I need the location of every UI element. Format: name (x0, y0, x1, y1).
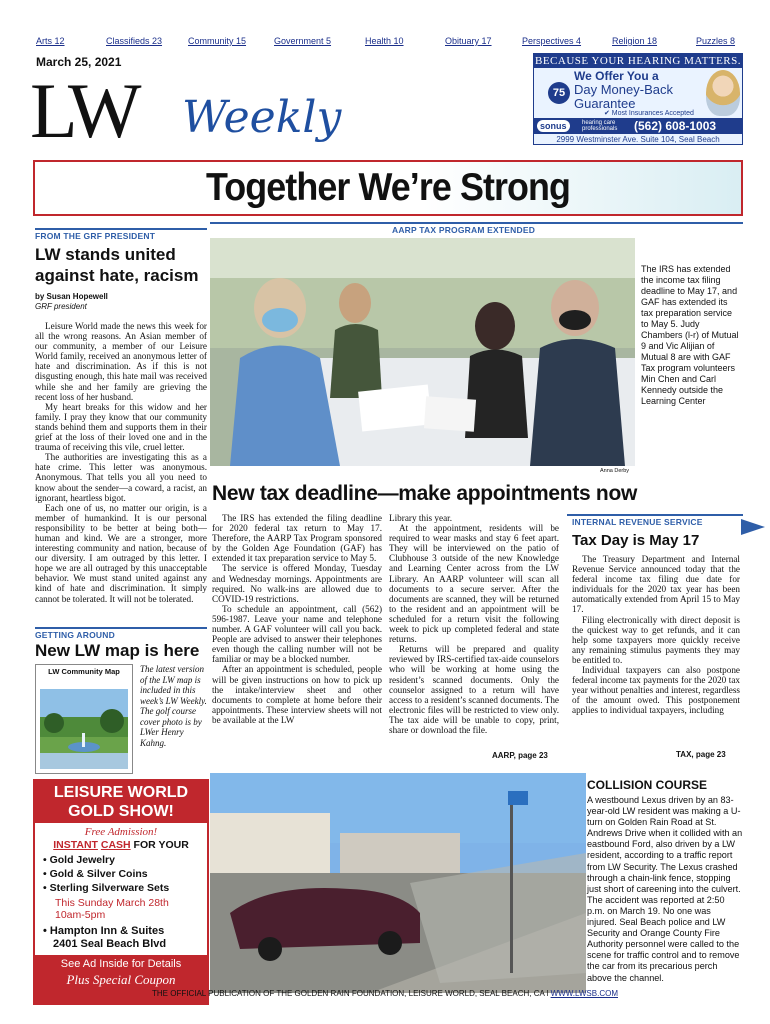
ad-brand-sub: hearing care professionals (582, 120, 618, 132)
tax-headline: New tax deadline—make appointments now (212, 482, 638, 505)
divider (35, 228, 207, 230)
nav-link-health[interactable]: Health 10 (365, 36, 404, 46)
ad-offer-line3: Guarantee (574, 96, 636, 111)
divider (35, 627, 207, 629)
grf-byline-role: GRF president (35, 302, 87, 311)
nav-link-perspectives[interactable]: Perspectives 4 (522, 36, 582, 46)
gold-ad-free: Free Admission! (84, 826, 158, 838)
irs-article-body (572, 554, 740, 716)
map-headline: New LW map is here (35, 641, 200, 660)
collision-body: A westbound Lexus driven by an 83-year-old LW resident was making a U-turn on Golden Rain Road at St. Andrews Drive when it collided with an eastbound Ford, also driven by a LW resident, according to a traffic report from LW Security. The Lexus crashed through a chain-link fence, stopping just short of careening into the culvert. The accident was reported at 2:50 p.m. on March 19. No one was injured. Seal Beach police and LW Security and Orange County Fire Authority personnel were called to the scene for traffic control and to remove the car from its precarious perch above the channel. (587, 795, 743, 983)
paragraph: Filing electronically with direct deposit is the quickest way to get refunds, and it can help some taxpayers more quickly receive any remaining stimulus payments they may be entitled to. (572, 614, 740, 665)
ad-phone[interactable]: (562) 608-1003 (634, 119, 717, 133)
list-item: • Gold Jewelry (43, 854, 115, 866)
gold-ad-for-your: FOR YOUR (133, 839, 189, 851)
divider (567, 514, 743, 516)
paragraph: To schedule an appointment, call (562) 596-1987. Leave your name and telephone number. A GAF volunteer will call you back. People are advised to answer their telephones even though the calling number will not be familiar or may be a blocked number. (212, 603, 382, 665)
gold-ad-date: This Sunday March 28th (55, 897, 169, 909)
aarp-article-col2 (389, 513, 559, 735)
paragraph: After an appointment is scheduled, people will be given instructions on how to pick up the intake/interview sheet and other documents to complete at home before their appointments. These interview sheets will not be available at the LW (212, 664, 382, 725)
gold-show-ad[interactable] (33, 779, 209, 1005)
gold-ad-cash (35, 839, 207, 851)
map-kicker: GETTING AROUND (35, 630, 115, 640)
footer (0, 989, 770, 998)
ad-offer-line1: We Offer You a (574, 69, 659, 83)
gold-ad-cash-word: CASH (100, 839, 131, 851)
paragraph: The IRS has extended the filing deadline for 2020 federal tax return to May 17. Therefore, the AARP Tax Program sponsored by the Golden Age Foundation (GAF) has extended it tax preparation service to May 5. (212, 513, 382, 564)
gold-ad-venue-name: • Hampton Inn & Suites (43, 925, 165, 937)
ad-portrait (706, 70, 740, 116)
paragraph: Leisure World made the news this week for all the wrong reasons. An Asian member of our community, a member of our Leisure World family, received an anonymous letter of hate and discrimination. As if this is not disgusting enough, this hate mail was received while she and her family are grieving the recent loss of her husband. (35, 321, 207, 402)
divider (210, 222, 743, 224)
footer-link[interactable]: WWW.LWSB.COM (550, 989, 618, 998)
nav-link-community[interactable]: Community 15 (188, 36, 247, 46)
hearing-ad[interactable] (533, 53, 743, 145)
paragraph: Individual taxpayers can also postpone federal income tax payments for the 2020 tax year without penalties and interest, regardless of the amount owed. This postponement applies to individual taxpayers, including (572, 665, 740, 716)
paragraph: Each one of us, no matter our origin, is a member of humankind. It is our personal responsibility to be better at being both—human and kind. We are a stronger, more interesting community and nation, because of our diversity. I am outraged by this letter. I hope we are all outraged by this unacceptable behavior. We must stand united against any kind of hate and discrimination. It simply cannot be tolerated. It will not be tolerated. (35, 502, 207, 604)
gold-ad-instant: INSTANT (53, 839, 98, 851)
paragraph: My heart breaks for this widow and her family. I pray they know that our community stands behind them and supports them in their grief at the loss of their loved one and in the trauma of receiving this vile, cruel letter. (35, 401, 207, 453)
gold-ad-details: See Ad Inside for Details (60, 958, 182, 970)
ad-insurance: ✔ Most Insurances Accepted (604, 110, 694, 117)
collision-photo (210, 773, 586, 993)
nav-link-puzzles[interactable]: Puzzles 8 (696, 36, 736, 46)
paragraph: The service is offered Monday, Tuesday and Wednesday mornings. Appointments are required. No walk-ins are allowed due to COVID-19 restrictions. (212, 563, 382, 604)
masthead-weekly: Weekly (182, 92, 342, 143)
grf-kicker: FROM THE GRF PRESIDENT (35, 231, 156, 241)
aarp-article-col1 (212, 513, 382, 725)
paragraph: Returns will be prepared and quality reviewed by IRS-certified tax-aide counselors who will be working at home using the resident’s scanned documents. Only the counselor assigned to a return will have access to a resident’s scanned documents. The electronic files will be restricted to view only. The tax aide will be unable to copy, print, share or download the file. (389, 644, 559, 735)
nav-link-religion[interactable]: Religion 18 (612, 36, 658, 46)
gold-ad-title (35, 781, 207, 823)
ad-offer-line2: Day Money-Back (574, 82, 673, 97)
gold-ad-hours: 10am-5pm (55, 909, 106, 921)
grf-byline: by Susan Hopewell (35, 292, 108, 301)
aarp-kicker: AARP TAX PROGRAM EXTENDED (392, 225, 536, 235)
grf-headline: LW stands united against hate, racism (35, 245, 199, 285)
gold-ad-items (43, 853, 169, 895)
ad-offer (574, 69, 673, 111)
gold-ad-title-2: GOLD SHOW! (68, 803, 174, 820)
ad-banner: BECAUSE YOUR HEARING MATTERS. (535, 55, 741, 67)
issue-date: March 25, 2021 (36, 55, 122, 69)
photo-credit: Anna Derby (600, 468, 630, 474)
golf-course-photo (40, 689, 128, 769)
aarp-continued-link[interactable]: AARP, page 23 (492, 751, 548, 760)
list-item: • Sterling Silverware Sets (43, 882, 170, 894)
map-thumbnail-title: LW Community Map (48, 667, 120, 676)
map-caption: The latest version of the LW map is included in this week’s LW Weekly. The golf course cover photo is by LWer Henry Kahng. (140, 664, 207, 748)
tax-continued-link[interactable]: TAX, page 23 (676, 750, 726, 759)
gold-ad-venue-address: 2401 Seal Beach Blvd (53, 938, 167, 950)
gold-ad-when (55, 897, 169, 921)
nav-link-obituary[interactable]: Obituary 17 (445, 36, 492, 46)
ad-address: 2999 Westminster Ave. Suite 104, Seal Beach (556, 135, 720, 144)
irs-kicker: INTERNAL REVENUE SERVICE (572, 517, 703, 527)
ad-badge-75: 75 (548, 82, 570, 104)
paragraph: The authorities are investigating this as a hate crime. This letter was anonymous. Anonymous. That tells you all you need to know about the sender—a coward, a racist, an ignorant, heartless bigot. (35, 452, 207, 503)
nav-link-government[interactable]: Government 5 (274, 36, 332, 46)
paragraph: Library this year. (389, 513, 453, 523)
masthead-logo: LW (30, 67, 138, 154)
footer-text: THE OFFICIAL PUBLICATION OF THE GOLDEN RAIN FOUNDATION, LEISURE WORLD, SEAL BEACH, CA l (152, 989, 549, 998)
section-nav (36, 36, 736, 50)
gold-ad-title-1: LEISURE WORLD (53, 784, 189, 801)
grf-article-body (35, 321, 207, 604)
paragraph: At the appointment, residents will be required to wear masks and stay 6 feet apart. They will be interviewed on the patio of Clubhouse 3 outside of the new Knowledge and Learning Center across from the LW Library. An AARP volunteer will scan all documents to a secure server. After the documents are scanned, they will be returned to the resident and an appointment will be scheduled for a return visit the following week to pick up completed federal and state returns. (389, 523, 559, 645)
photo-caption: The IRS has extended the income tax filing deadline to May 17, and GAF has extended its tax preparation service to May 5. Judy Chambers (l-r) of Mutual 9 and Vic Alijian of Mutual 8 are with GAF Tax program volunteers Min Chen and Carl Kennedy outside the Learning Center (641, 264, 739, 406)
nav-link-classifieds[interactable]: Classifieds 23 (106, 36, 163, 46)
paragraph: The Treasury Department and Internal Revenue Service announced today that the federal income tax filing due date for individuals for the 2020 tax year has been automatically extended from April 15 to May 17. (572, 554, 740, 615)
gold-ad-coupon: Plus Special Coupon (66, 972, 176, 987)
ad-brand-logo: sonus (537, 120, 570, 132)
arrow-right-icon (741, 519, 765, 535)
gold-ad-venue (43, 925, 166, 951)
main-headline: Together We’re Strong (205, 166, 571, 209)
list-item: • Gold & Silver Coins (43, 868, 148, 880)
tax-volunteers-photo (210, 238, 635, 466)
collision-headline: COLLISION COURSE (587, 778, 708, 792)
nav-link-arts[interactable]: Arts 12 (36, 36, 65, 46)
irs-headline: Tax Day is May 17 (572, 532, 700, 549)
map-thumbnail[interactable] (35, 664, 133, 774)
